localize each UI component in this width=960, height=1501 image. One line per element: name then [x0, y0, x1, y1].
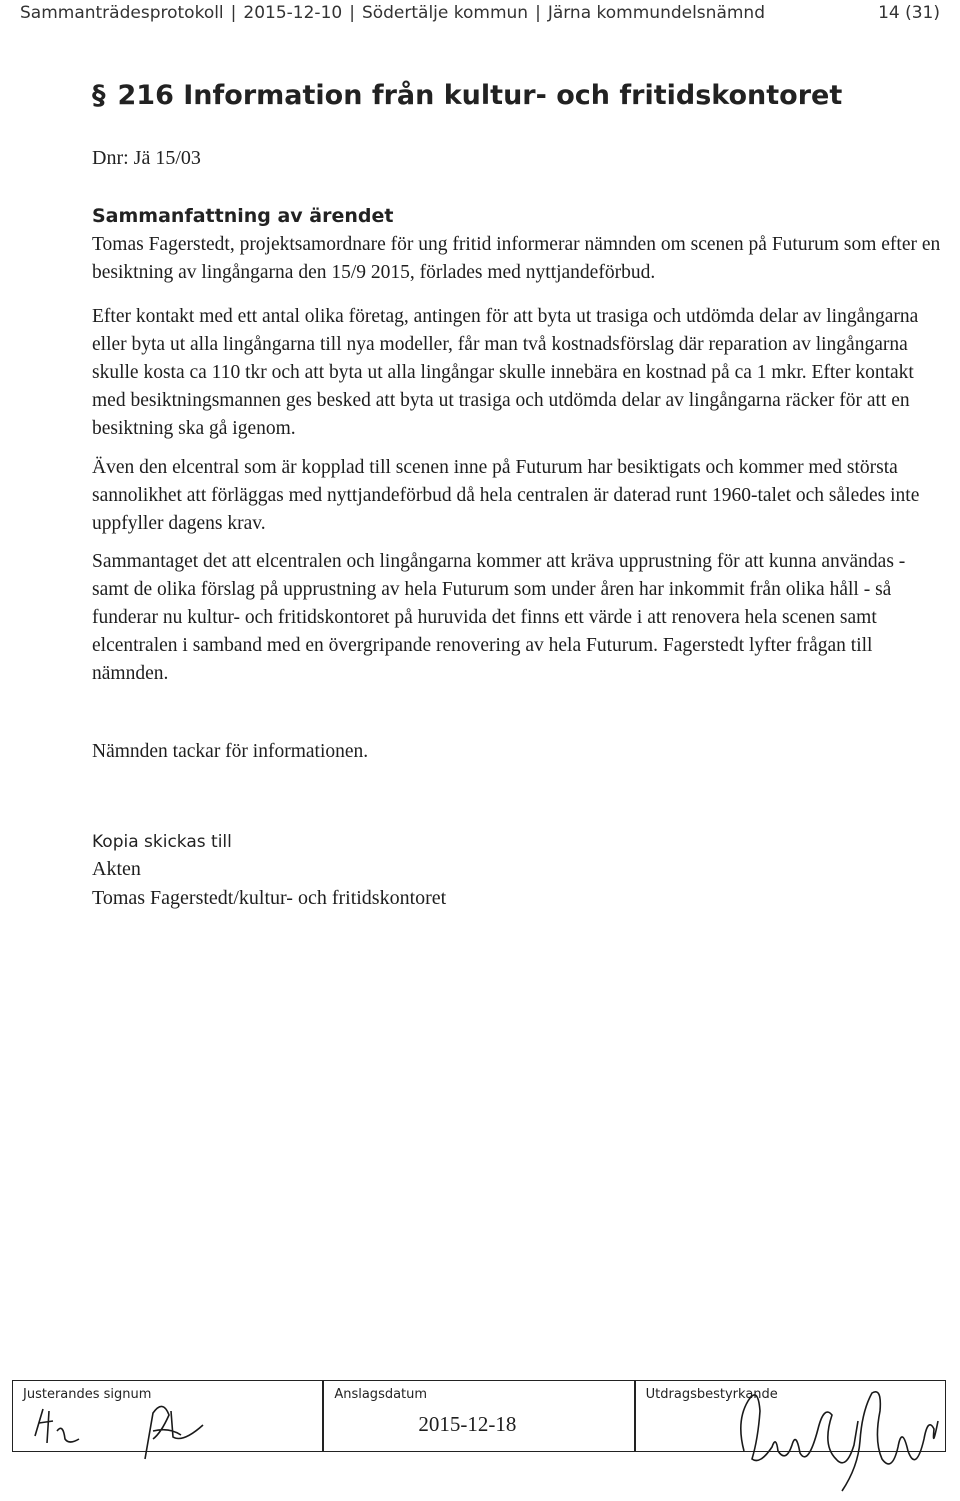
copy-recipient: Tomas Fagerstedt/kultur- och fritidskontoret — [92, 887, 447, 909]
section-title — [92, 80, 842, 111]
header-separator: | — [535, 3, 541, 23]
copy-recipient: Akten — [92, 858, 141, 880]
paragraph-symbol: § — [92, 80, 106, 111]
page-number: 14 (31) — [878, 3, 940, 23]
justerandes-label: Justerandes signum — [23, 1387, 152, 1402]
utdragsbestyrkande-label: Utdragsbestyrkande — [645, 1387, 778, 1402]
summary-paragraph: Efter kontakt med ett antal olika företag, antingen för att byta ut trasiga och utdömda delar av lingångarna eller byta ut alla lingångarna till nya modeller, får man två kostnadsförslag där reparation av lingångarna skulle kosta ca 110 tkr och att byta ut alla lingångar skulle innebära en kostnad på ca 1 mkr. Efter kontakt med besiktningsmannen ges besked att byta ut trasiga och utdömda delar av lingångarna räcker för att en besiktning ska gå igenom. — [92, 306, 919, 439]
summary-paragraph: Sammantaget det att elcentralen och lingångarna kommer att kräva upprustning för att kunna användas -samt de olika förslag på upprustning av hela Futurum som under åren har inkommit från olika håll - så funderar nu kultur- och fritidskontoret på huruvida det finns ett värde i att renovera hela scenen samt elcentralen i samband med en övergripande renovering av hela Futurum. Fagerstedt lyfter frågan till nämnden. — [92, 551, 906, 684]
summary-heading: Sammanfattning av ärendet — [92, 205, 394, 227]
anslagsdatum-label: Anslagsdatum — [334, 1387, 428, 1402]
copies-label: Kopia skickas till — [92, 832, 232, 852]
running-header — [20, 2, 940, 24]
header-date: 2015-12-10 — [243, 3, 343, 23]
anslagsdatum-value: 2015-12-18 — [418, 1412, 517, 1436]
handwritten-signature — [636, 1381, 946, 1491]
header-separator: | — [349, 3, 355, 23]
header-separator: | — [230, 3, 237, 23]
copies-list — [92, 855, 446, 913]
utdragsbestyrkande-box — [634, 1381, 945, 1451]
summary-paragraph: Även den elcentral som är kopplad till scenen inne på Futurum har besiktigats och kommer med största sannolikhet att förläggas med nyttjandeförbud då hela centralen är daterad runt 1960-talet och således inte uppfyller dagens krav. — [92, 457, 920, 534]
header-municipality: Södertälje kommun — [361, 3, 529, 23]
header-board: Järna kommundelsnämnd — [547, 3, 765, 23]
signature-bar — [12, 1380, 946, 1452]
decision-text: Nämnden tackar för informationen. — [92, 741, 369, 762]
header-doc-type: Sammanträdesprotokoll — [20, 3, 224, 23]
header-meta — [20, 3, 765, 23]
initials-signature — [13, 1381, 323, 1481]
justerandes-signum-box — [13, 1381, 322, 1451]
anslagsdatum-box — [322, 1381, 633, 1451]
summary-paragraph: Tomas Fagerstedt, projektsamordnare för ung fritid informerar nämnden om scenen på Futurum som efter en besiktning av lingångarna den 15/9 2015, förlades med nyttjandeförbud. — [92, 234, 941, 283]
section-title-text: 216 Information från kultur- och fritidskontoret — [117, 80, 843, 111]
diary-number: Dnr: Jä 15/03 — [92, 147, 201, 169]
